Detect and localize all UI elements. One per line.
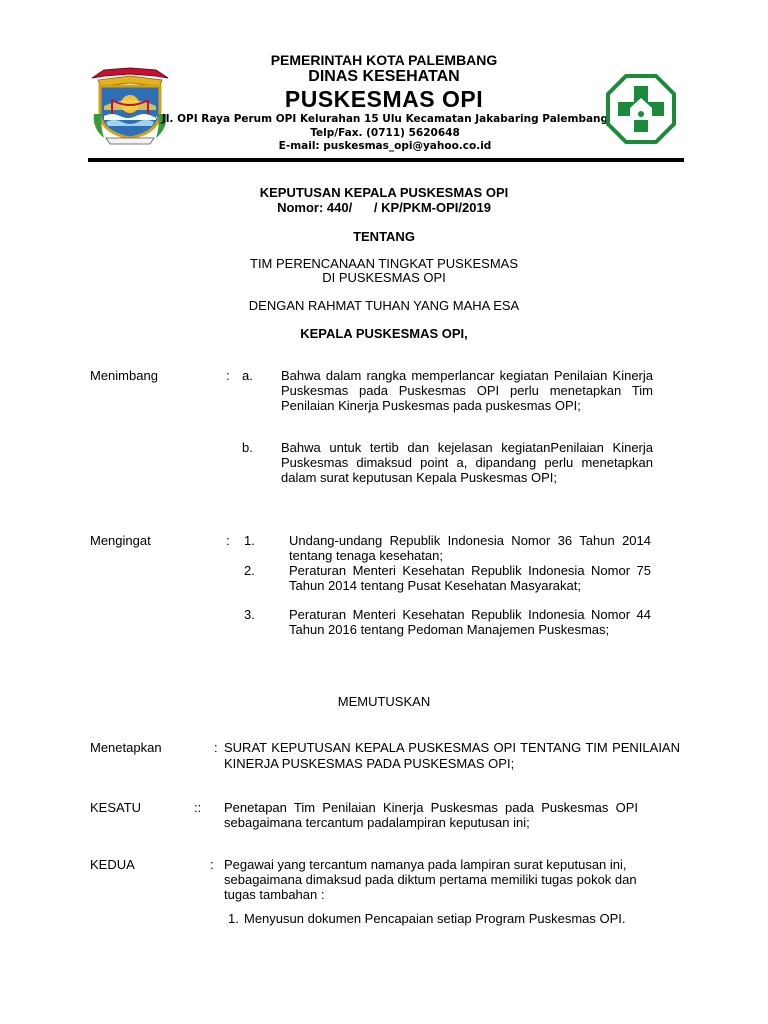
menetapkan-colon: : bbox=[214, 740, 218, 755]
menimbang-colon: : bbox=[226, 368, 230, 383]
mengingat-marker-1: 1. bbox=[244, 533, 255, 548]
menimbang-label: Menimbang bbox=[90, 368, 158, 383]
about-heading: TENTANG bbox=[353, 229, 415, 244]
letterhead-department: DINAS KESEHATAN bbox=[308, 68, 460, 85]
mengingat-item-2: Peraturan Menteri Kesehatan Republik Indonesia Nomor 75 Tahun 2014 tentang Pusat Kesehatan Masyarakat; bbox=[289, 563, 651, 593]
right-logo bbox=[606, 74, 676, 144]
mengingat-colon: : bbox=[226, 533, 230, 548]
kesatu-text: Penetapan Tim Penilaian Kinerja Puskesmas pada Puskesmas OPI sebagaimana tercantum padalampiran keputusan ini; bbox=[224, 800, 638, 830]
decision-number: Nomor: 440/ / KP/PKM-OPI/2019 bbox=[277, 200, 491, 215]
letterhead-divider bbox=[88, 158, 684, 162]
menimbang-marker-a: a. bbox=[242, 368, 253, 383]
kedua-colon: : bbox=[210, 857, 214, 872]
letterhead-email: E-mail: puskesmas_opi@yahoo.co.id bbox=[278, 140, 492, 152]
memutuskan-heading: MEMUTUSKAN bbox=[337, 694, 431, 709]
kedua-label: KEDUA bbox=[90, 857, 135, 872]
mengingat-marker-3: 3. bbox=[244, 607, 255, 622]
menimbang-item-a: Bahwa dalam rangka memperlancar kegiatan Penilaian Kinerja Puskesmas pada Puskesmas OPI perlu menetapkan Tim Penilaian Kinerja Puskesmas pada puskesmas OPI; bbox=[281, 368, 653, 413]
letterhead-government: PEMERINTAH KOTA PALEMBANG bbox=[270, 52, 498, 68]
mengingat-item-3: Peraturan Menteri Kesehatan Republik Indonesia Nomor 44 Tahun 2016 tentang Pedoman Manajemen Puskesmas; bbox=[289, 607, 651, 637]
grace-line: DENGAN RAHMAT TUHAN YANG MAHA ESA bbox=[248, 298, 520, 313]
menimbang-marker-b: b. bbox=[242, 440, 253, 455]
menetapkan-label: Menetapkan bbox=[90, 740, 162, 755]
puskesmas-cross-icon bbox=[606, 74, 676, 144]
subject-line-1: TIM PERENCANAAN TINGKAT PUSKESMAS bbox=[250, 256, 518, 271]
kedua-sub-item-1: Menyusun dokumen Pencapaian setiap Program Puskesmas OPI. bbox=[244, 911, 626, 926]
subject-line-2: DI PUSKESMAS OPI bbox=[322, 270, 446, 285]
letterhead-address: Jl. OPI Raya Perum OPI Kelurahan 15 Ulu Kecamatan Jakabaring Palembang bbox=[161, 113, 609, 125]
mengingat-item-1: Undang-undang Republik Indonesia Nomor 36 Tahun 2014 tentang tenaga kesehatan; bbox=[289, 533, 651, 563]
kesatu-colon: :: bbox=[194, 800, 202, 815]
letterhead-institution: PUSKESMAS OPI bbox=[284, 86, 484, 112]
mengingat-marker-2: 2. bbox=[244, 563, 255, 578]
mengingat-label: Mengingat bbox=[90, 533, 151, 548]
kesatu-label: KESATU bbox=[90, 800, 142, 815]
kedua-sub-marker-1: 1. bbox=[228, 911, 239, 926]
menimbang-item-b: Bahwa untuk tertib dan kejelasan kegiatanPenilaian Kinerja Puskesmas dimaksud point a, dipandang perlu menetapkan dalam surat keputusan Kepala Puskesmas OPI; bbox=[281, 440, 653, 485]
letterhead-phone: Telp/Fax. (0711) 5620648 bbox=[310, 127, 460, 139]
menetapkan-text: SURAT KEPUTUSAN KEPALA PUSKESMAS OPI TENTANG TIM PENILAIAN KINERJA PUSKESMAS PADA PUSKESMAS OPI; bbox=[224, 740, 680, 771]
decision-title: KEPUTUSAN KEPALA PUSKESMAS OPI bbox=[259, 185, 509, 200]
kedua-text: Pegawai yang tercantum namanya pada lampiran surat keputusan ini, sebagaimana dimaksud pada diktum pertama memiliki tugas pokok dan tugas tambahan : bbox=[224, 857, 637, 902]
head-title: KEPALA PUSKESMAS OPI, bbox=[300, 326, 468, 341]
